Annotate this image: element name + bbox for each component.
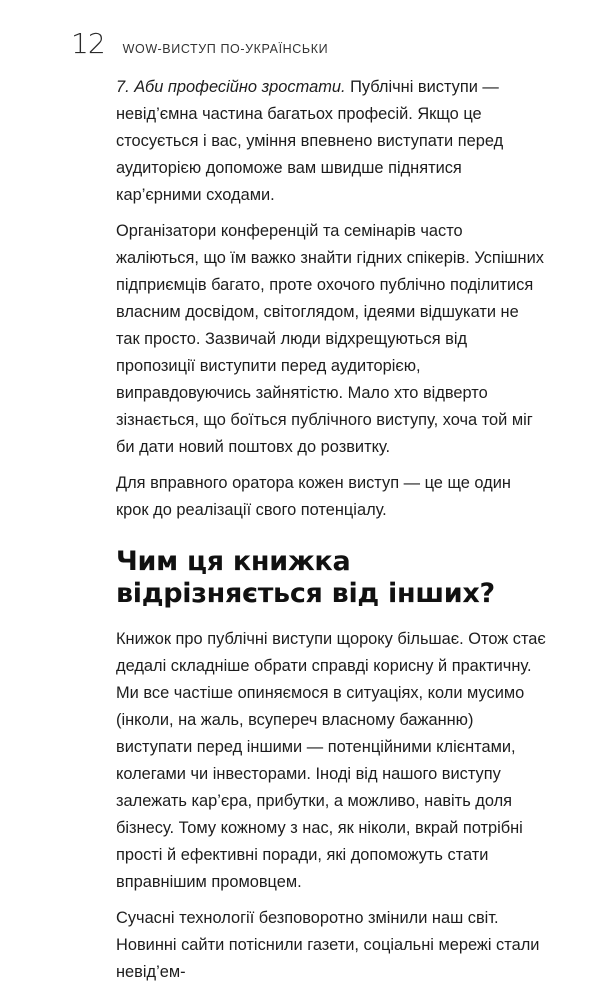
paragraph: Книжок про публічні виступи щороку більшає. Отож стає дедалі складніше обрати справді корисну й практичну. Ми все частіше опиняємося в ситуаціях, коли мусимо (інколи, на жаль, всупереч власному бажанню) виступати перед іншими — потенційними клієнтами, колегами чи інвесторами. Іноді від нашого виступу залежать кар’єра, прибутки, а можливо, навіть доля бізнесу. Тому кожному з нас, як ніколи, вкрай потрібні прості й ефективні поради, які допоможуть стати вправнішим промовцем. xyxy=(116,630,546,891)
page-header xyxy=(71,27,329,60)
page-number: 12 xyxy=(71,27,105,60)
paragraph-lead: 7. Аби професійно зростати. xyxy=(116,78,346,96)
page-body xyxy=(116,74,546,995)
paragraph: Організатори конференцій та семінарів часто жаліються, що їм важко знайти гідних спікерів. Успішних підприємців багато, проте охочого публічно поділитися власним досвідом, світоглядом, ідеями відшукати не так просто. Зазвичай люди відхрещуються від пропозиції виступити перед аудиторією, виправдовуючись зайнятістю. Мало хто відверто зізнається, що боїться публічного виступу, хоча той міг би дати новий поштовх до розвитку. xyxy=(116,222,544,456)
paragraph: Для вправного оратора кожен виступ — це ще один крок до реалізації свого потенціалу. xyxy=(116,474,511,519)
paragraph-text: Публічні виступи — невід’ємна частина багатьох професій. Якщо це стосується і вас, уміння впевнено виступати перед аудиторією допоможе вам швидше піднятися кар’єрними сходами. xyxy=(116,78,504,204)
paragraph: Сучасні технології безповоротно змінили наш світ. Новинні сайти потіснили газети, соціальні мережі стали невід’ем- xyxy=(116,909,540,981)
section-heading: Чим ця книжка відрізняється від інших? xyxy=(116,546,495,609)
paragraph xyxy=(116,74,546,209)
running-title: WOW-ВИСТУП ПО-УКРАЇНСЬКИ xyxy=(122,42,329,56)
